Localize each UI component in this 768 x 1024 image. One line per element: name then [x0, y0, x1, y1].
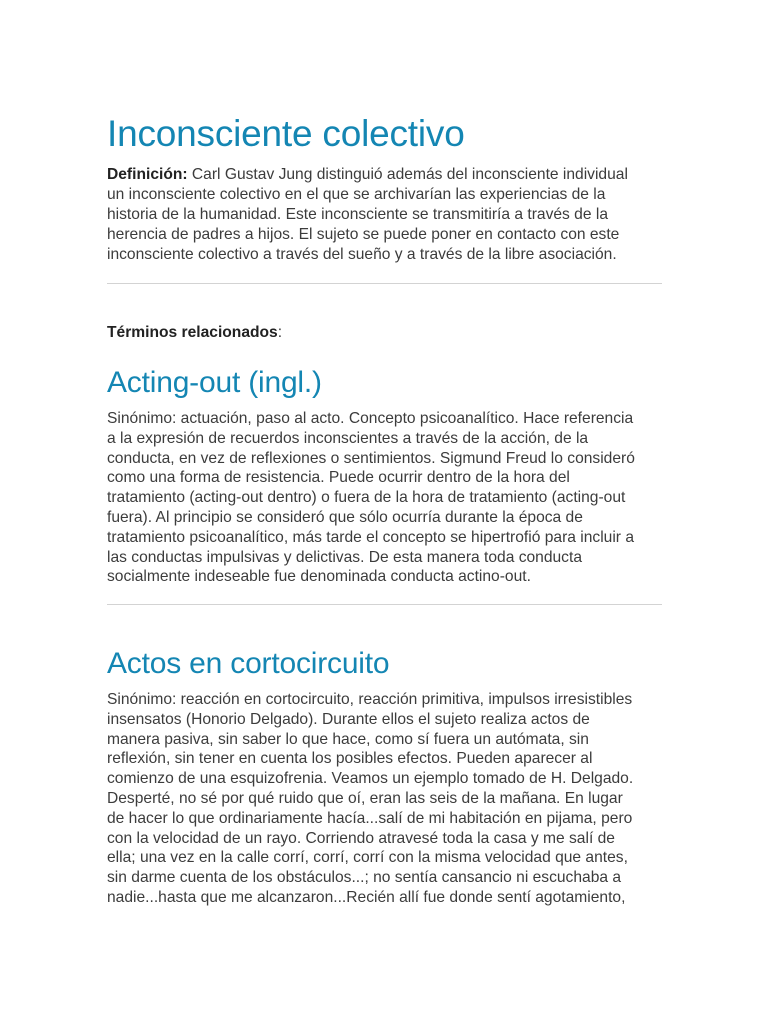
- definition-line: historia de la humanidad. Este inconsciente se transmitiría a través de la: [107, 206, 608, 223]
- body-line: insensatos (Honorio Delgado). Durante ellos el sujeto realiza actos de: [107, 710, 590, 728]
- body-line: Desperté, no sé por qué ruido que oí, eran las seis de la mañana. En lugar: [107, 789, 623, 807]
- section-heading-acting-out: Acting-out (ingl.): [107, 366, 322, 399]
- definition-line: [107, 165, 662, 185]
- body-line: de hacer lo que ordinariamente hacía...salí de mi habitación en pijama, pero: [107, 809, 633, 827]
- related-terms-colon: :: [277, 324, 283, 341]
- body-line: Sinónimo: actuación, paso al acto. Concepto psicoanalítico. Hace referencia: [107, 410, 634, 427]
- body-line: manera pasiva, sin saber lo que hace, como sí fuera un autómata, sin: [107, 730, 589, 748]
- definition-line: herencia de padres a hijos. El sujeto se puede poner en contacto con este: [107, 226, 620, 243]
- definition-line: un inconsciente colectivo en el que se archivarían las experiencias de la: [107, 186, 606, 203]
- body-line: conducta, en vez de reflexiones o sentimientos. Sigmund Freud lo consideró: [107, 449, 635, 467]
- body-line: como una forma de resistencia. Puede ocurrir dentro de la hora del: [107, 469, 570, 487]
- section-body-actos-cortocircuito: [107, 690, 662, 908]
- definition-label: Definición:: [107, 166, 188, 183]
- body-line: las conductas impulsivas y delictivas. De esta manera toda conducta: [107, 548, 582, 566]
- body-line: tratamiento (acting-out dentro) o fuera de la hora de tratamiento (acting-out: [107, 489, 626, 507]
- section-heading-actos-cortocircuito: Actos en cortocircuito: [107, 647, 390, 680]
- divider: [107, 283, 662, 284]
- body-line: fuera). Al principio se consideró que sólo ocurría durante la época de: [107, 508, 583, 526]
- body-line: sin darme cuenta de los obstáculos...; no sentía cansancio ni escuchaba a: [107, 869, 622, 887]
- body-line: a la expresión de recuerdos inconscientes a través de la acción, de la: [107, 429, 589, 447]
- definition-text: Carl Gustav Jung distinguió además del inconsciente individual: [187, 166, 628, 183]
- body-line: tratamiento psicoanalítico, más tarde el concepto se hipertrofió para incluir a: [107, 528, 634, 546]
- definition-paragraph: [107, 165, 662, 265]
- body-line: socialmente indeseable fue denominada conducta actino-out.: [107, 568, 531, 586]
- body-line: Sinónimo: reacción en cortocircuito, reacción primitiva, impulsos irresistibles: [107, 691, 633, 708]
- page-title: Inconsciente colectivo: [107, 113, 465, 154]
- body-line: con la velocidad de un rayo. Corriendo atravesé toda la casa y me salí de: [107, 829, 615, 847]
- body-line: comienzo de una esquizofrenia. Veamos un ejemplo tomado de H. Delgado.: [107, 770, 634, 788]
- related-terms-heading: [107, 323, 282, 343]
- body-line: nadie...hasta que me alcanzaron...Recién allí fue donde sentí agotamiento,: [107, 888, 626, 906]
- related-terms-label: Términos relacionados: [107, 324, 278, 341]
- section-body-acting-out: [107, 409, 662, 587]
- divider: [107, 604, 662, 605]
- body-line: ella; una vez en la calle corrí, corrí, corrí con la misma velocidad que antes,: [107, 849, 628, 867]
- definition-line: inconsciente colectivo a través del sueño y a través de la libre asociación.: [107, 246, 617, 263]
- body-line: reflexión, sin tener en cuenta los posibles efectos. Pueden aparecer al: [107, 750, 593, 768]
